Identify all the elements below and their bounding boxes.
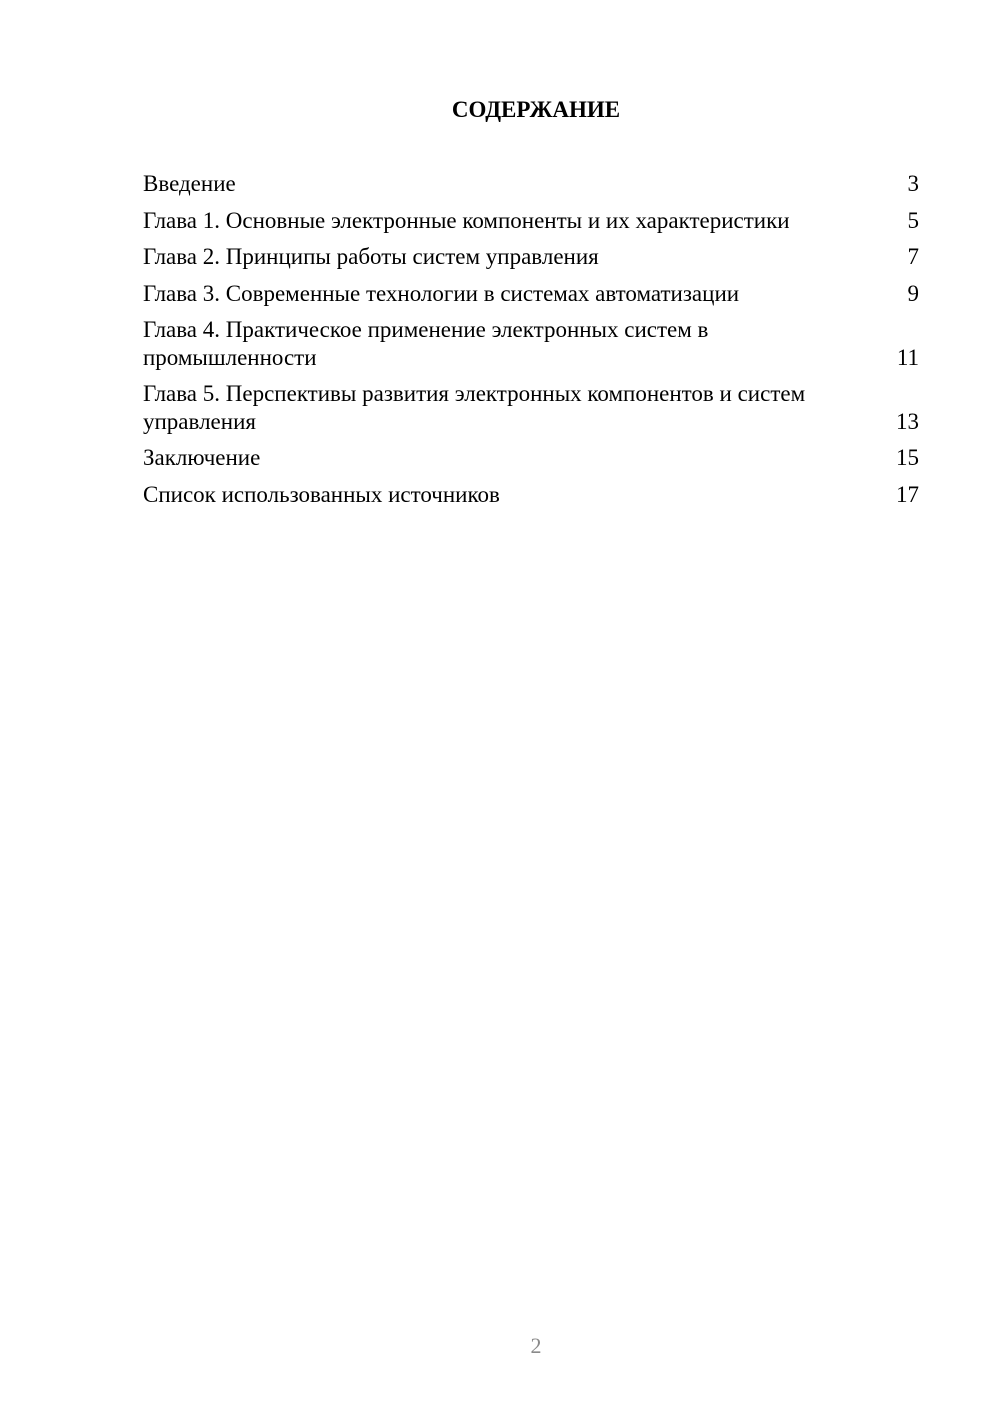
toc-entry-chapter-1	[143, 207, 919, 235]
toc-entry-page: 7	[907, 244, 919, 269]
toc-entry-introduction	[143, 170, 919, 198]
page-number: 2	[530, 1333, 542, 1358]
toc-entry-chapter-5	[143, 380, 919, 435]
toc-entry-page: 15	[896, 445, 919, 470]
table-of-contents	[143, 170, 919, 517]
toc-entry-page: 17	[896, 481, 919, 507]
toc-entry-chapter-3	[143, 280, 919, 308]
page-title: СОДЕРЖАНИЕ	[451, 97, 621, 122]
toc-entry-page: 13	[896, 408, 919, 434]
toc-entry-conclusion	[143, 444, 919, 472]
toc-entry-page: 9	[907, 280, 919, 306]
toc-entry-references	[143, 481, 919, 509]
toc-entry-page: 11	[896, 344, 919, 370]
toc-entry-label: Глава 4. Практическое применение электронных систем в промышленности	[143, 317, 709, 370]
toc-entry-label: Глава 1. Основные электронные компоненты и их характеристики	[143, 207, 790, 233]
toc-entry-label: Заключение	[143, 445, 261, 470]
toc-entry-page: 5	[907, 207, 919, 233]
toc-entry-label: Введение	[143, 171, 236, 196]
toc-entry-label: Глава 2. Принципы работы систем управления	[143, 244, 599, 269]
toc-entry-label: Список использованных источников	[143, 481, 500, 507]
toc-entry-chapter-4	[143, 316, 919, 371]
toc-entry-label: Глава 3. Современные технологии в системах автоматизации	[143, 280, 740, 306]
toc-entry-page: 3	[907, 171, 919, 196]
toc-entry-chapter-2	[143, 243, 919, 271]
toc-entry-label: Глава 5. Перспективы развития электронных компонентов и систем управления	[143, 381, 806, 434]
